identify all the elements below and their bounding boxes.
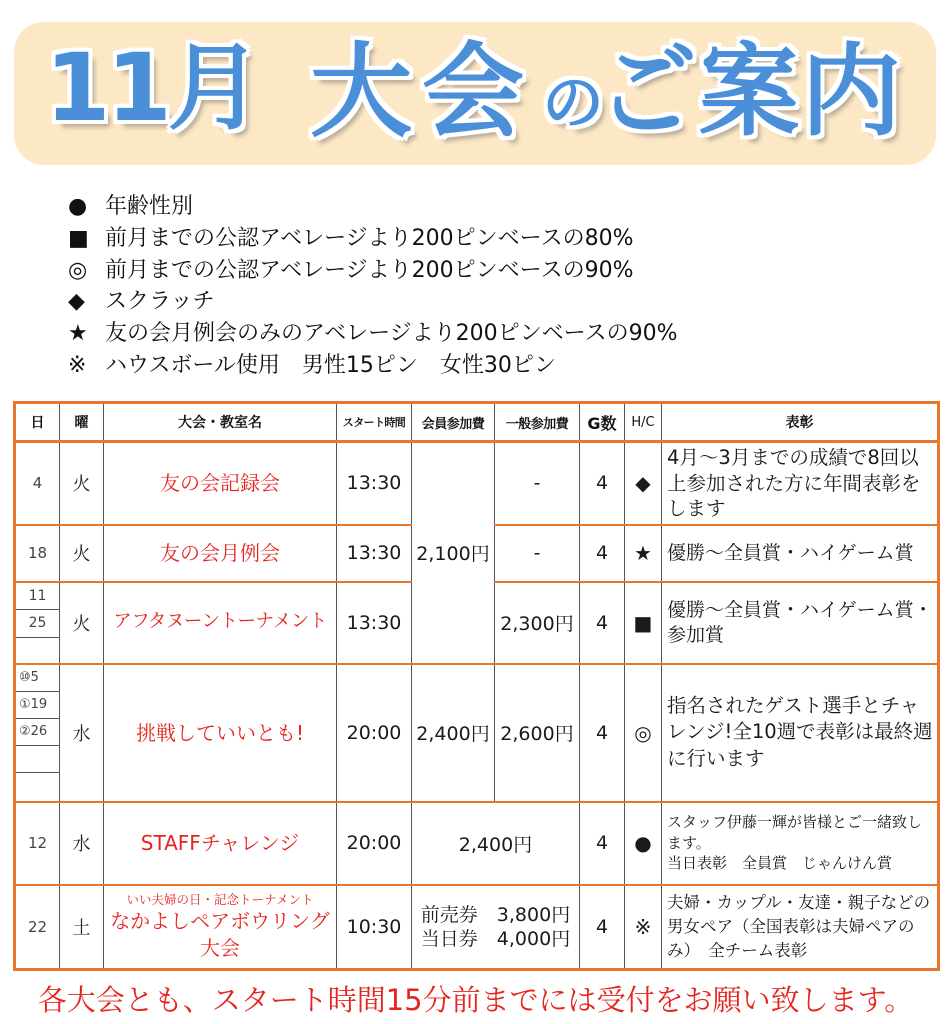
award-line: ます。 [667, 833, 711, 852]
games-cell: 4 [580, 525, 625, 582]
award-cell [662, 885, 939, 970]
event-name-cell: 挑戦していいとも! [104, 664, 337, 802]
col-header-event-name: 大会・教室名 [104, 403, 337, 442]
title-banner [14, 22, 936, 165]
start-time-cell: 13:30 [337, 525, 412, 582]
games-cell: 4 [580, 442, 625, 525]
legend-item [66, 191, 886, 223]
event-name-cell: アフタヌーントーナメント [104, 582, 337, 664]
square-icon: ■ [68, 225, 89, 251]
legend-text: スクラッチ [105, 289, 215, 315]
event-name-cell: 友の会記録会 [104, 442, 337, 525]
day-subcell-empty [16, 638, 59, 663]
fee-cell [412, 885, 580, 970]
award-cell [662, 802, 939, 885]
legend-item [66, 318, 886, 350]
award-cell [662, 442, 939, 525]
circle-icon: ● [625, 802, 662, 885]
day-cell: 18 [15, 525, 60, 582]
event-name-cell: STAFFチャレンジ [104, 802, 337, 885]
day-subcell: 25 [16, 610, 59, 638]
star-icon: ★ [68, 321, 88, 347]
col-header-general-fee: 一般参加費 [495, 403, 580, 442]
award-line: します [667, 497, 726, 520]
weekday-cell: 土 [60, 885, 104, 970]
table-row [15, 664, 939, 802]
symbol-legend [66, 191, 886, 382]
award-line: レンジ!全10週で表彰は最終週 [667, 720, 933, 744]
games-cell: 4 [580, 582, 625, 664]
col-header-day: 日 [15, 403, 60, 442]
legend-text: 前月までの公認アベレージより200ピンベースの80% [105, 225, 634, 251]
col-header-games: G数 [580, 403, 625, 442]
day-cell: 22 [15, 885, 60, 970]
start-time-cell: 20:00 [337, 802, 412, 885]
double-circle-icon: ◎ [625, 664, 662, 802]
award-cell [662, 582, 939, 664]
legend-item [66, 350, 886, 382]
reference-mark-icon: ※ [68, 352, 87, 378]
col-header-hc: H/C [625, 403, 662, 442]
weekday-cell: 火 [60, 442, 104, 525]
weekday-cell: 火 [60, 582, 104, 664]
col-header-member-fee: 会員参加費 [412, 403, 495, 442]
day-cell: 12 [15, 802, 60, 885]
table-row [15, 802, 939, 885]
general-fee-cell: 2,600円 [495, 664, 580, 802]
award-line: 指名されたゲスト選手とチャ [667, 693, 920, 717]
diamond-icon: ◆ [68, 289, 85, 315]
day-cell [15, 664, 60, 802]
title-tournament: 大会 [310, 33, 534, 152]
day-subcell: ①19 [16, 692, 59, 719]
general-fee-cell: - [495, 442, 580, 525]
legend-item [66, 255, 886, 287]
award-line: 参加賞 [667, 623, 725, 646]
award-line: 優勝～全員賞・ハイゲーム賞 [667, 541, 914, 564]
table-row [15, 442, 939, 525]
weekday-cell: 火 [60, 525, 104, 582]
col-header-start-time: スタート時間 [337, 403, 412, 442]
circle-icon: ● [68, 194, 88, 219]
award-line: 上参加された方に年間表彰を [667, 471, 921, 495]
award-line: 優勝～全員賞・ハイゲーム賞・ [667, 598, 933, 621]
games-cell: 4 [580, 802, 625, 885]
day-subcell-empty [16, 773, 59, 801]
day-cell [15, 582, 60, 664]
legend-item [66, 223, 886, 255]
award-line: スタッフ伊藤一輝が皆様とご一緒致し [667, 813, 923, 832]
start-time-cell: 13:30 [337, 582, 412, 664]
event-name: なかよしペアボウリング大会 [110, 908, 330, 960]
title-particle: の [542, 66, 605, 139]
games-cell: 4 [580, 885, 625, 970]
start-time-cell: 13:30 [337, 442, 412, 525]
day-subcells [16, 665, 59, 801]
award-cell [662, 525, 939, 582]
double-circle-icon: ◎ [68, 257, 88, 283]
event-subtitle: いい夫婦の日・記念トーナメント [126, 891, 314, 907]
weekday-cell: 水 [60, 802, 104, 885]
same-day-ticket-fee: 当日券 4,000円 [420, 927, 571, 950]
square-icon: ■ [625, 582, 662, 664]
start-time-cell: 20:00 [337, 664, 412, 802]
title-guide: ご案内 [597, 33, 903, 150]
diamond-icon: ◆ [625, 442, 662, 525]
col-header-award: 表彰 [662, 403, 939, 442]
legend-text: 友の会月例会のみのアベレージより200ピンベースの90% [105, 321, 678, 347]
legend-text: 前月までの公認アベレージより200ピンベースの90% [105, 257, 634, 283]
award-line: 4月～3月までの成績で8回以 [667, 446, 919, 469]
event-name-cell: 友の会月例会 [104, 525, 337, 582]
table-header-row [15, 403, 939, 442]
award-line: 夫婦・カップル・友達・親子などの [667, 892, 931, 912]
day-subcells [16, 583, 59, 663]
day-subcell: 11 [16, 583, 59, 610]
games-cell: 4 [580, 664, 625, 802]
start-time-cell: 10:30 [337, 885, 412, 970]
day-cell: 4 [15, 442, 60, 525]
member-fee-cell: 2,400円 [412, 664, 495, 802]
col-header-weekday: 曜 [60, 403, 104, 442]
fee-cell: 2,400円 [412, 802, 580, 885]
award-line: 男女ペア（全国表彰は夫婦ペアの [667, 916, 915, 936]
reference-mark-icon: ※ [625, 885, 662, 970]
event-name-cell [104, 885, 337, 970]
day-subcell: ⑩5 [16, 665, 59, 692]
table-row [15, 885, 939, 970]
legend-item [66, 286, 886, 318]
general-fee-cell: - [495, 525, 580, 582]
award-line: に行います [667, 746, 765, 770]
footer-notice: 各大会とも、スタート時間15分前までには受付をお願い致します。 [37, 983, 914, 1017]
day-subcell: ②26 [16, 719, 59, 746]
schedule-table [13, 401, 940, 971]
weekday-cell: 水 [60, 664, 104, 802]
member-fee-cell: 2,100円 [412, 442, 495, 664]
award-line: 当日表彰 全員賞 じゃんけん賞 [667, 854, 893, 873]
general-fee-cell: 2,300円 [495, 582, 580, 664]
award-line: み） 全チーム表彰 [667, 940, 808, 960]
star-icon: ★ [625, 525, 662, 582]
legend-text: ハウスボール使用 男性15ピン 女性30ピン [105, 352, 556, 378]
legend-text: 年齢性別 [105, 194, 194, 219]
advance-ticket-fee: 前売券 3,800円 [420, 903, 571, 926]
award-cell [662, 664, 939, 802]
title-month: 11月 [45, 34, 258, 143]
day-subcell-empty [16, 746, 59, 773]
